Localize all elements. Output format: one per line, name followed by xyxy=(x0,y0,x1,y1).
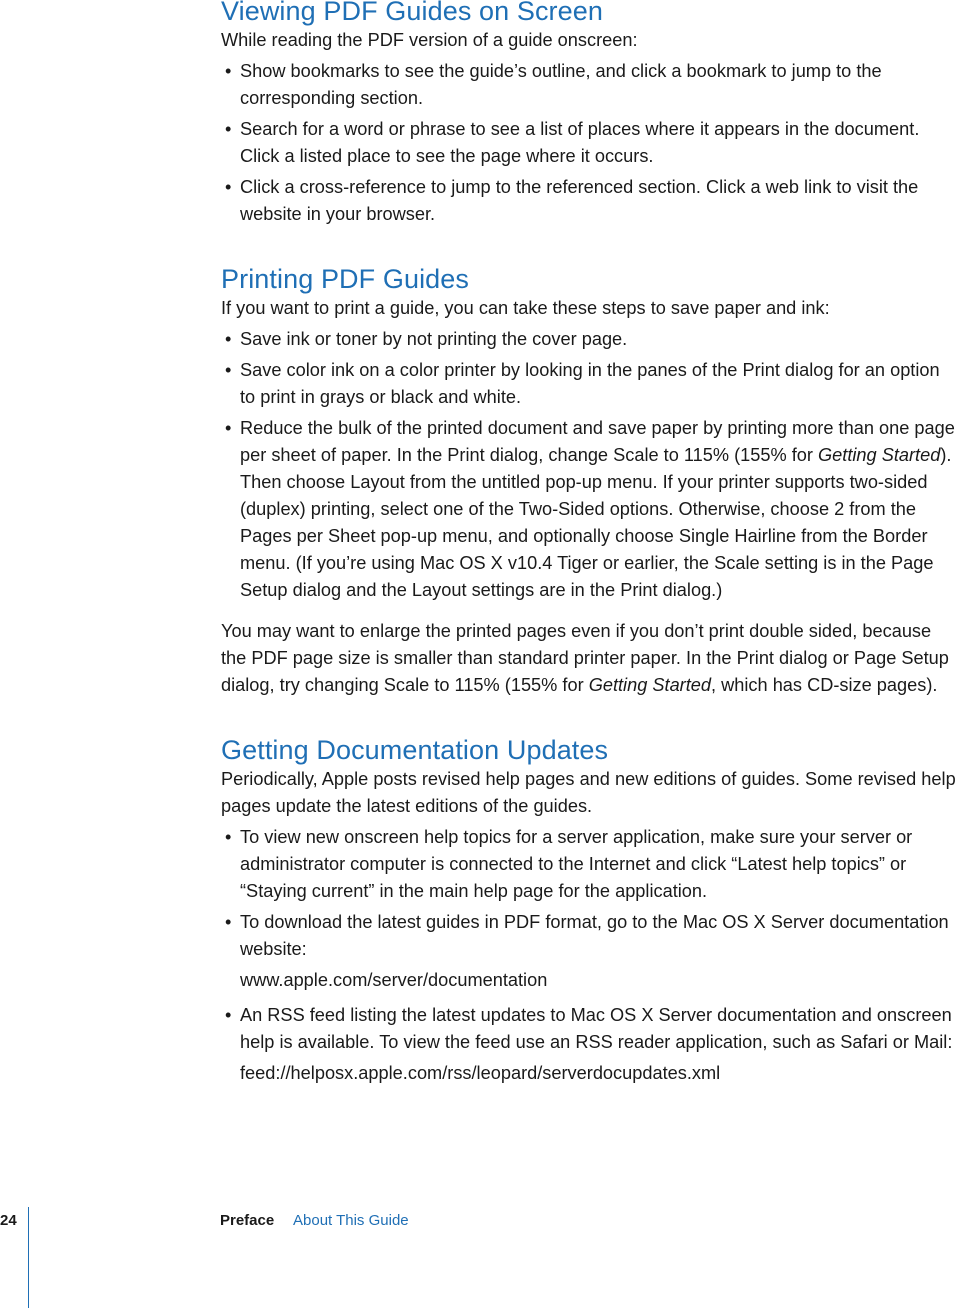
section-heading: Getting Documentation Updates xyxy=(221,735,609,765)
bullet-list xyxy=(221,1002,958,1056)
list-item: • An RSS feed listing the latest updates to Mac OS X Server documentation and onscreen help is available. To view the feed use an RSS reader application, such as Safari or Mail: xyxy=(221,1002,958,1056)
list-item: • Click a cross-reference to jump to the referenced section. Click a web link to visit the website in your browser. xyxy=(221,174,958,228)
footer-chapter-link[interactable]: About This Guide xyxy=(293,1212,409,1229)
bullet-list xyxy=(221,58,958,228)
list-item-text: ). Then choose Layout from the untitled pop-up menu. If your printer supports two-sided (duplex) printing, select one of the Two-Sided options. Otherwise, choose 2 from the Pages per Sheet pop-up menu, and optionally choose Single Hairline from the Border menu. (If you’re using Mac OS X v10.4 Tiger or earlier, the Scale setting is in the Page Setup dialog and the Layout settings are in the Print dialog.) xyxy=(240,445,952,600)
documentation-url[interactable]: www.apple.com/server/documentation xyxy=(240,970,548,990)
section-doc-updates xyxy=(221,733,958,1087)
list-item: • To download the latest guides in PDF format, go to the Mac OS X Server documentation website: xyxy=(221,909,958,963)
section-heading: Printing PDF Guides xyxy=(221,264,469,294)
book-title: Getting Started xyxy=(588,675,712,695)
section-printing-pdf xyxy=(221,262,958,699)
list-item-text: Reduce the bulk of the printed document and save paper by printing more than one page per sheet of paper. In the Print dialog, change Scale to 115% (155% for xyxy=(240,418,955,465)
paragraph-text: , which has CD-size pages). xyxy=(711,675,938,695)
list-item: • Show bookmarks to see the guide’s outline, and click a bookmark to jump to the corresponding section. xyxy=(221,58,958,112)
list-item xyxy=(221,415,958,604)
section-intro: If you want to print a guide, you can take these steps to save paper and ink: xyxy=(221,298,830,318)
page-number: 24 xyxy=(0,1212,17,1229)
book-title: Getting Started xyxy=(818,445,941,465)
list-item: • Save color ink on a color printer by looking in the panes of the Print dialog for an option to print in grays or black and white. xyxy=(221,357,958,411)
list-item: • Save ink or toner by not printing the cover page. xyxy=(221,326,958,353)
page-content xyxy=(221,0,958,1121)
rss-feed-url[interactable]: feed://helposx.apple.com/rss/leopard/serverdocupdates.xml xyxy=(240,1063,721,1083)
section-heading: Viewing PDF Guides on Screen xyxy=(221,0,603,26)
section-intro: Periodically, Apple posts revised help pages and new editions of guides. Some revised help pages update the latest editions of the guides. xyxy=(221,769,956,816)
bullet-list xyxy=(221,326,958,604)
list-item: • Search for a word or phrase to see a list of places where it appears in the document. Click a listed place to see the page where it occurs. xyxy=(221,116,958,170)
paragraph-text: You may want to enlarge the printed pages even if you don’t print double sided, because the PDF page size is smaller than standard printer paper. In the Print dialog or Page Setup dialog, try changing Scale to 115% (155% for xyxy=(221,621,949,695)
footer-divider xyxy=(28,1207,29,1308)
section-viewing-pdf xyxy=(221,0,958,228)
section-intro: While reading the PDF version of a guide onscreen: xyxy=(221,30,638,50)
list-item: • To view new onscreen help topics for a server application, make sure your server or administrator computer is connected to the Internet and click “Latest help topics” or “Staying current” in the main help page for the application. xyxy=(221,824,958,905)
bullet-list xyxy=(221,824,958,963)
footer-chapter-label: Preface xyxy=(220,1212,275,1229)
paragraph xyxy=(221,618,958,699)
